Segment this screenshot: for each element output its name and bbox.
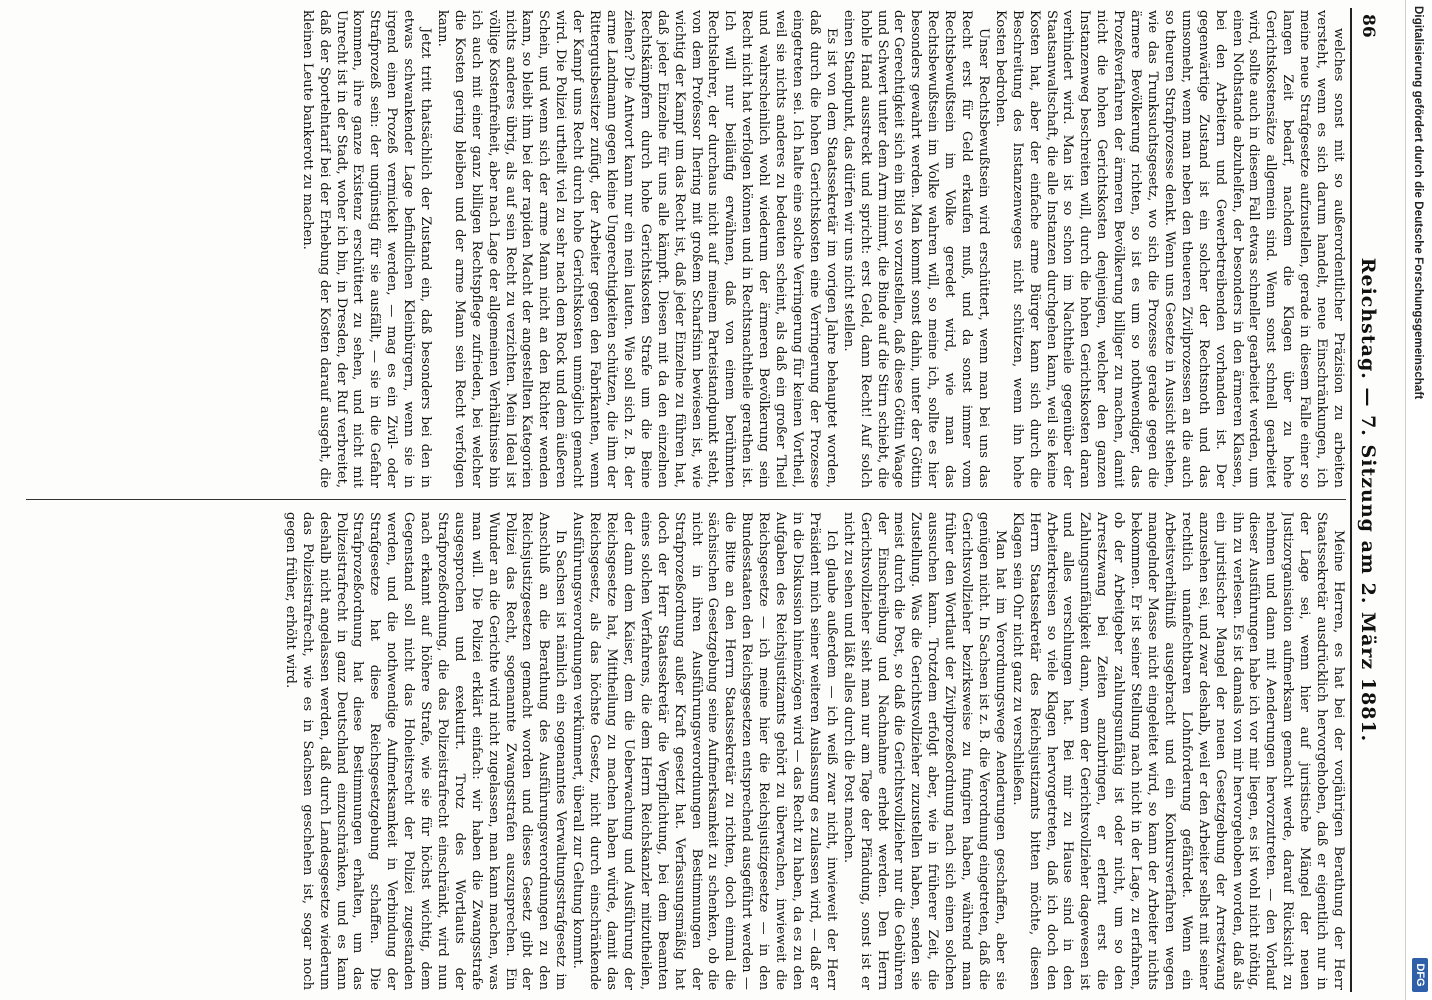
paragraph: Man hat im Verordnungswege Aenderungen geschaffen, aber sie genügen nicht. In Sachsen ist z. B. die Verordnung eingetreten, daß die Gerichtsvollzieher bezirksweise zu fungiren haben, während man früher den Wortlaut der Zivilprozeßordnung nach sich einen solchen aussuchen kann. Trotzdem erfolgt aber, wie in früherer Zeit, die Zustellung. Was die Gerichtsvollzieher zuzustellen haben, senden sie meist durch die Post, so daß die Gerichtsvollzieher nur die Gebühren der Einschreibung und Nachnahme erhebt werden. Den Herrn Gerichtsvollzieher sieht man nur am Tage der Pfändung, sonst ist er nicht zu sehen und läßt alles durch die Post machen. xyxy=(840,512,1008,990)
journal-page xyxy=(22,8,1382,992)
digitization-notice: Digitalisierung gefördert durch die Deutsche Forschungsgemeinschaft xyxy=(1412,6,1424,400)
running-head: Reichstag. — 7. Sitzung am 2. März 1881. xyxy=(1357,257,1379,743)
paragraph: Meine Herren, es hat bei der vorjährigen Berathung der Herr Staatssekretär ausdrücklich hervorgehoben, daß er eigentlich nur in der Lage sei, wenn hier auf juristische Mängel der neuen Justizorganisation aufmerksam gemacht werde, darauf Rücksicht zu nehmen und dann mit Aenderungen hervorzutreten. — den Vorlauf dieser Ausführungen habe ich vor mir liegen, es ist wohl nicht nöthig, ihn zu verlesen. Es ist damals von mir hervorgehoben worden, daß als ein juristischer Mangel der neuen Gesetzgebung der Arrestzwang anzusehen sei, und zwar deshalb, weil er den Arbeiter selbst mit seiner rechtlich unanfechtbaren Lohnforderung gefährdet. Wenn ein Arbeitsverhältniß ausgebracht und ein Konkursverfahren wegen mangelnder Masse nicht eingeleitet wird, so kann der Arbeiter nichts bekommen. Er ist seiner Stellung nach nicht in der Lage, zu erfahren, ob der Arbeitgeber zahlungsunfähig ist oder nicht, um so den Arrestzwang bei Zeiten anzubringen, er erlernt erst die Zahlungsunfähigkeit dann, wenn der Gerichtsvollzieher dagewesen ist und alles verschlungen hat. Bei mir zu Hause sind in den Arbeiterkreisen so viele Klagen hervorgetreten, daß ich doch den Herrn Staatssekretär des Reichsjustizamts bitten möchte, diesen Klagen sein Ohr nicht ganz zu verschließen. xyxy=(1009,512,1346,990)
page-header xyxy=(1350,8,1382,992)
paragraph: welches sonst mit so außerordentlicher Präzision zu arbeiten versteht, wenn es sich darum handelt, neue Einschränkungen, ich meine neue Strafgesetze aufzustellen, gerade in diesem Falle einer so langen Zeit bedarf, nachdem die Klagen über zu hohe Gerichtskostensätze allgemein sind. Wenn sonst schnell gearbeitet wird, sollte auch in diesem Fall etwas schneller gearbeitet werden, um einen Nothstande abzuhelfen, der besonders in den ärmeren Klassen, bei den Arbeitern und Gewerbetreibenden vorhanden ist. Der gegenwärtige Zustand ist ein solcher der Rechtsnoth und das umsomehr, wenn man neben den theueren Zivilprozessen an die auch so theuren Strafprozesse denkt. Wenn uns Gesetze in Aussicht stehen, wie das Trunksuchtsgesetz, wo sich die Prozesse gerade gegen die ärmere Bevölkerung richten, so ist es um so nothwendiger, das Prozeßverfahren der ärmeren Bevölkerung billiger zu machen, damit nicht die hohen Gerichtskosten denjenigen, welcher den ganzen Instanzenweg beschreiten will, durch die hohen Gerichtskosten daran verhindert wird. Man ist so schon im Nachtheile gegenüber der Staatsanwaltschaft, die alle Instanzen durchgehen kann, weil sie keine Kosten hat, aber der einfache arme Bürger kann sich durch die Beschreitung des Instanzenweges nicht schützen, wenn ihn hohe Kosten bedrohen. xyxy=(992,10,1346,488)
paragraph: Es ist von dem Staatssekretär im vorigen Jahre behauptet worden, daß durch die hohen Gerichtskosten eine Verringerung der Prozesse eingetreten sei. Ich halte eine solche Verringerung für keinen Vortheil, weil sie nichts anderes zu bedeuten scheint, als daß ein großer Theil und wahrscheinlich wohl wiederum der ärmeren Bevölkerung sein Recht nicht hat verfolgen können und in Rechtsnachtheile gerathen ist. Ich will nur beiläufig erwähnen, daß von einem berühmten Rechtslehrer, der durchaus nicht auf meinem Parteistandpunkt steht, von dem Professor Ihering mit großem Scharfsinn bewiesen ist, wie wichtig der Kampf um das Recht ist, daß jeder Einzelne zu führen hat, daß jeder Einzelne für uns alle kämpft. Diesen mit da den einzelnen Rechtskämpfern durch hohe Gerichtskosten Strafe um die Beine ziehen? Die Antwort kann nur ein nein lauten. Wie soll sich z. B. der arme Landmann gegen kleine Ungerechtigkeiten schützen, die ihm der Rittergutsbesitzer zufügt, der Arbeiter gegen den Fabrikanten, wenn der Kampf ums Recht durch hohe Gerichtskosten unmöglich gemacht wird. Die Polizei urtheilt viel zu sehr nach dem Rock und dem äußeren Schein, und wenn sich der arme Mann nicht an den Richter wenden kann, so bleibt ihm bei der rapiden Macht der angestellten Kategorien nichts anderes übrig, als auf sein Recht zu verzichten. Mein Ideal ist völlige Kostenfreiheit, aber nach Lage der allgemeinen Verhältnisse bin ich auch mit einer ganz billigen Rechtspflege zufrieden, bei welcher die Kosten gering bleiben und der arme Mann sein Recht verfolgen kann. xyxy=(434,10,839,488)
paragraph: Unser Rechtsbewußtsein wird erschüttert, wenn man bei uns das Recht erst für Geld erkaufen muß, und da sonst immer vom Rechtsbewußtsein im Volke geredet wird, wie man das Rechtsbewußtsein im Volke wahren will, so meine ich, sollte es hier besonders gewahrt werden. Man kommt sonst dahin, unter der Göttin der Gerechtigkeit sich ein Bild so vorzustellen, daß diese Göttin Waage und Schwert unter dem Arm nimmt, die Binde auf die Stirn schiebt, die hohle Hand ausstreckt und spricht: erst Geld, dann Recht! Auf solch einen Standpunkt, das dürfen wir uns nicht stellen. xyxy=(840,10,991,488)
left-text-column xyxy=(26,10,1346,488)
digitization-strip xyxy=(1405,0,1432,1000)
column-divider xyxy=(26,499,1346,500)
page-number: 86 xyxy=(1358,14,1378,38)
dfg-logo: DFG xyxy=(1412,958,1428,992)
paragraph: Ich glaube außerdem — ich weiß zwar nicht, inwieweit der Herr Präsident mich seiner weiteren Auslassung es zulassen wird, — daß er in die Diskussion hineinzögen wird — das Recht zu haben, da es zu den Aufgaben des Reichsjustizamts gehört zu überwachen, inwieweit die Reichsgesetze — ich meine hier die Reichsjustizgesetze — in den Bundesstaaten den Reichsgesetzen entsprechend ausgeführt werden — die Bitte an den Herrn Staatssekretär zu richten, doch einmal die sächsischen Gesetzgebung seine Aufmerksamkeit zu schenken, ob die nicht in ihren Ausführungsverordnungen Bestimmungen der Strafprozeßordnung außer Kraft gesetzt hat. Verfassungsmäßig hat doch der Herr Staatssekretär die Verpflichtung, bei dem Beamten eines solchen Verfahrens, die dem Herrn Reichskanzler mitzutheilen, der dann dem Kaiser, dem die Ueberwachung und Ausführung der Reichsgesetze hat, Mittheilung zu machen haben würde, damit das Reichsgesetz, als das höchste Gesetz, nicht durch einschränkende Ausführungsverordnungen verkümmert, überall zur Geltung kommt. xyxy=(570,512,839,990)
right-text-column xyxy=(26,512,1346,990)
paragraph: In Sachsen ist nämlich ein sogenanntes Verwaltungsstrafgesetz im Anschluß an die Berathung des Ausführungsverordnungen zu den Reichsjustizgesetzen gemacht worden und dieses Gesetz gibt der Polizei das Recht, sogenannte Zwangsstrafen auszusprechen. Ein Wunder an die Gerichte wird nicht zugelassen, man kann machen, was man will. Die Polizei erklärt einfach: wir haben die Zwangsstrafe ausgesprochen und exekutirt. Trotz des Wortlauts der Strafprozeßordnung, die das Polizeistrafrecht einschränkt, wird nun nach erkannt auf höhere Strafe, wie sie für höchst wichtig, dem Gegenstand soll nicht das Hoheitsrecht der Polizei zugestanden werden, und die nothwendige Aufmerksamkeit in Verbindung der Strafgesetze hat diese Reichsgesetzgebung schaffen. Die Strafprozeßordnung hat diese Bestimmungen erhalten, um das Polizeistrafrecht in ganz Deutschland einzuschränken, und es kann deshalb nicht angelassen werden, daß durch Landesgesetze wiederum das Polizeistrafrecht, wie es in Sachsen geschehen ist, sogar noch gegen früher, erhöht wird. xyxy=(282,512,569,990)
paragraph: Jetzt tritt thatsächlich der Zustand ein, daß besonders bei den in etwas schwankender Lage befindlichen Kleinbürgern, wenn sie in irgend einen Prozeß vermickelt werden, — mag es ein Zivil- oder Strafprozeß sein: der ungünstig für sie ausfällt, — sie in die Gefahr kommen, ihre ganze Existenz erschüttert zu sehen, und nicht mit Unrecht ist in der Stadt, woher ich bin, in Dresden, der Ruf verbreitet, daß der Sportelntarif bei der Erhebung der Kosten darauf ausgeht, die kleinen Leute bankerott zu machen. xyxy=(299,10,434,488)
